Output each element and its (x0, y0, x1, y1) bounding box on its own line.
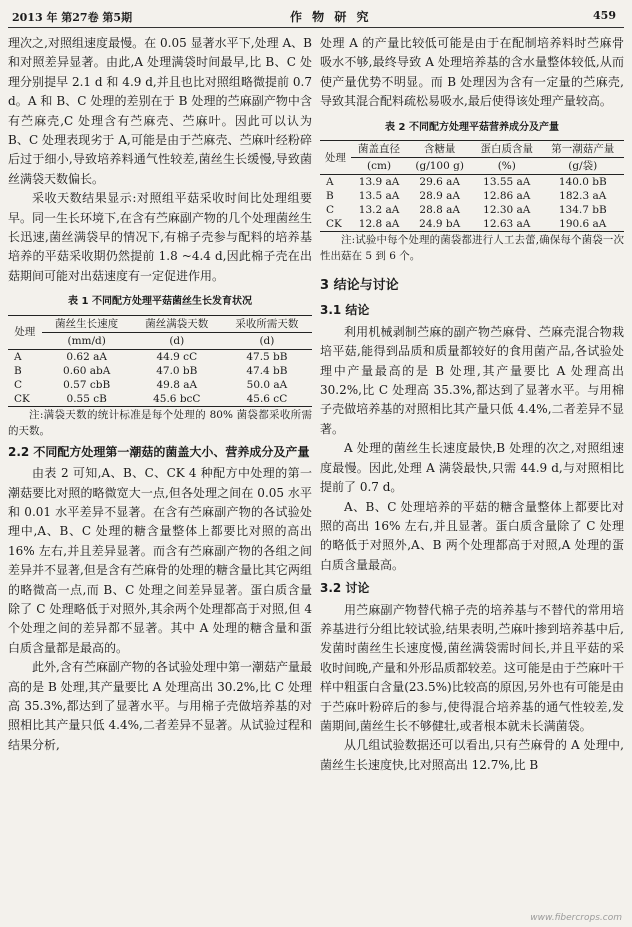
cell-value: 134.7 bB (558, 204, 607, 217)
cell-treatment: C (14, 378, 23, 391)
unit-label: (g/100 g) (407, 158, 472, 175)
cell-value: 0.55 cB (42, 392, 132, 407)
cell-value: 12.86 aA (483, 190, 531, 203)
cell-treatment: C (326, 204, 335, 217)
cell-value: 44.9 cC (156, 350, 198, 363)
unit-label: (d) (222, 332, 312, 349)
cell-treatment: CK (8, 392, 42, 407)
paragraph: 利用机械剥制苎麻的副产物苎麻骨、苎麻壳混合物栽培平菇,能得到品质和质量都较好的食用菌产品,各试验处理中产量最高的是 B 处理,其产量要比 A 处理高出 30.2%,比 C 处理高 35.3%,都达到了显著水平。与用棉子壳做培养基的对照相比其产量只低 4.4%,二者差异不显著。 (320, 324, 624, 436)
table-row (320, 189, 624, 203)
paragraph: 用苎麻副产物替代棉子壳的培养基与不替代的常用培养基进行分组比较试验,结果表明,苎麻叶掺到培养基中后,发菌时菌丝生长速度慢,菌丝满袋需时间长,并且平菇的采收时间晚,产量和外形品质都较差。这可能是由于苎麻叶干样中粗蛋白含量(23.5%)比较高的原因,另外也有可能是由于苎麻叶粉碎后的参与,使得混合培养基的通气性较差,发菌期间,菌丝生长不够健壮,或者根本就未长满菌袋。 (320, 602, 624, 733)
cell-treatment: A (14, 350, 22, 363)
cell-value: 182.3 aA (559, 190, 607, 203)
cell-treatment: B (326, 190, 334, 203)
col-header-fill-days: 菌丝满袋天数 (132, 315, 222, 332)
cell-value: 47.4 bB (246, 364, 288, 377)
cell-value: 24.9 bA (407, 217, 472, 232)
cell-value: 45.6 bcC (132, 392, 222, 407)
paragraph: 理次之,对照组速度最慢。在 0.05 显著水平下,处理 A、B 和对照差异显著。由此,A 处理满袋时间最早,比 B、C 处理分别提早 2.1 d 和 4.9 d,并且也比对照组略微提前 0.7 d。A 和 B、C 处理的差别在于 B 处理的苎麻副产物中含有苎麻壳,C 处理含有苎麻壳、苎麻叶。因此可以认为 B、C 处理表现劣于 A,可能是由于苎麻壳、苎麻叶经粉碎后过于细小,导致培养料通气性较差,菌丝生长缓慢,导致菌丝满袋天数偏长。 (8, 36, 312, 186)
cell-value: 13.9 aA (358, 176, 400, 189)
paragraph: 从几组试验数据还可以看出,只有苎麻骨的 A 处理中,菌丝生长速度快,比对照高出 12.7%,比 B (320, 738, 624, 772)
journal-issue: 2013 年 第27卷 第5期 (12, 11, 133, 24)
table2-note: 注:试验中每个处理的菌袋都进行人工去蕾,确保每个菌袋一次性出菇在 5 到 6 个。 (320, 234, 624, 263)
cell-value: 140.0 bB (558, 176, 607, 189)
col-header-treatment: 处理 (8, 315, 42, 349)
table-row (320, 203, 624, 217)
unit-label: (%) (472, 158, 542, 175)
col-header-cap-diameter: 菌盖直径 (351, 141, 408, 158)
unit-label: (cm) (351, 158, 408, 175)
table-row (8, 392, 312, 407)
journal-title: 作 物 研 究 (290, 10, 372, 24)
paragraph: 采收天数结果显示:对照组平菇采收时间比处理组要早。同一生长环境下,在含有苎麻副产物的几个处理菌丝生长迅速,菌丝满袋早的情况下,有棉子壳参与配料的培养基培养的平菇采收期仍然提前 1.8 ~4.4 d,因此棉子壳在出菇期间可能对出菇速度有一定促进作用。 (8, 191, 312, 283)
unit-label: (mm/d) (42, 332, 132, 349)
section-heading-3: 3 结论与讨论 (320, 278, 399, 294)
unit-label: (g/袋) (542, 158, 624, 175)
cell-value: 13.55 aA (483, 176, 531, 189)
page-number: 459 (593, 9, 616, 22)
cell-value: 29.6 aA (419, 176, 460, 189)
cell-value: 0.57 cbB (63, 378, 111, 391)
col-header-sugar: 含糖量 (407, 141, 472, 158)
table1-note: 注:满袋天数的统计标准是每个处理的 80% 菌袋都采收所需的天数。 (8, 408, 312, 437)
section-heading-2-2: 2.2 不同配方处理第一潮菇的菌盖大小、营养成分及产量 (8, 444, 310, 459)
cell-value: 13.5 aA (358, 190, 400, 203)
table-row (320, 217, 624, 232)
running-header (0, 0, 632, 28)
col-header-harvest-days: 采收所需天数 (222, 315, 312, 332)
cell-value: 12.30 aA (483, 204, 531, 217)
cell-treatment: A (326, 176, 334, 189)
cell-value: 47.5 bB (246, 350, 288, 363)
col-header-treatment: 处理 (320, 141, 351, 175)
unit-label: (d) (132, 332, 222, 349)
cell-value: 0.60 abA (63, 364, 111, 377)
table2-caption: 表 2 不同配方处理平菇营养成分及产量 (385, 121, 559, 133)
cell-treatment: B (14, 364, 22, 377)
paragraph: 处理 A 的产量比较低可能是由于在配制培养料时苎麻骨吸水不够,最终导致 A 处理培养基的含水量整体较低,从而使产量优势不明显。而 B 处理因为含有一定量的苎麻壳,导致其混合配料疏松易吸水,最后使得该处理产量较高。 (320, 36, 624, 109)
cell-value: 12.8 aA (351, 217, 408, 232)
col-header-protein: 蛋白质含量 (472, 141, 542, 158)
table1-caption: 表 1 不同配方处理平菇菌丝生长发育状况 (68, 296, 252, 308)
paragraph: 由表 2 可知,A、B、C、CK 4 种配方中处理的第一潮菇要比对照的略微宽大一点,但各处理之间在 0.05 水平和 0.01 水平差异不显著。在含有苎麻副产物的各试验处理中,A、B、C 处理的糖含量整体上都要比对照的高出 16% 左右,并且差异显著。而含有苎麻副产物的各组之间差异并不显著,但是含有苎麻骨的处理的糖含量比其它两组的略微高一点,而 B、C 处理之间差异显著。蛋白质含量除了 C 处理略低于对照外,其余两个处理都高于对照,但 4 个处理之间的差异都不显著。其中 A 处理的糖含量和蛋白质含量都是最高的。 (8, 466, 312, 655)
cell-value: 190.6 aA (542, 217, 624, 232)
cell-value: 28.8 aA (419, 204, 460, 217)
paragraph: A、B、C 处理培养的平菇的糖含量整体上都要比对照的高出 16% 左右,并且显著。蛋白质含量除了 C 处理的略低于对照外,A、B 两个处理都高于对照,A 处理的蛋白质含量最高。 (320, 499, 624, 572)
col-header-growth-speed: 菌丝生长速度 (42, 315, 132, 332)
cell-value: 45.6 cC (222, 392, 312, 407)
col-header-yield: 第一潮菇产量 (542, 141, 624, 158)
section-heading-3-1: 3.1 结论 (320, 303, 370, 318)
header-rule (8, 27, 624, 28)
watermark: www.fibercrops.com (530, 913, 622, 923)
table1 (8, 315, 312, 407)
cell-value: 12.63 aA (472, 217, 542, 232)
section-heading-3-2: 3.2 讨论 (320, 581, 370, 596)
table2 (320, 140, 624, 232)
table-row (8, 364, 312, 378)
table-row (320, 175, 624, 190)
left-column (8, 34, 312, 755)
paragraph: 此外,含有苎麻副产物的各试验处理中第一潮菇产量最高的是 B 处理,其产量要比 A 处理高出 30.2%,比 C 处理高 35.3%,都达到了显著水平。与用棉子壳做培养基的对照相比其产量只低 4.4%,二者差异不显著。从试验过程和结果分析, (8, 660, 312, 752)
cell-value: 0.62 aA (66, 350, 107, 363)
cell-value: 47.0 bB (156, 364, 198, 377)
right-column (320, 34, 624, 775)
cell-value: 28.9 aA (419, 190, 460, 203)
table-row (8, 378, 312, 392)
cell-value: 49.8 aA (156, 378, 198, 391)
paragraph: A 处理的菌丝生长速度最快,B 处理的次之,对照组速度最慢。因此,处理 A 满袋最快,只需 44.9 d,与对照相比提前了 0.7 d。 (320, 441, 624, 495)
cell-value: 13.2 aA (358, 204, 400, 217)
cell-treatment: CK (320, 217, 351, 232)
cell-value: 50.0 aA (246, 378, 288, 391)
table-row (8, 349, 312, 364)
